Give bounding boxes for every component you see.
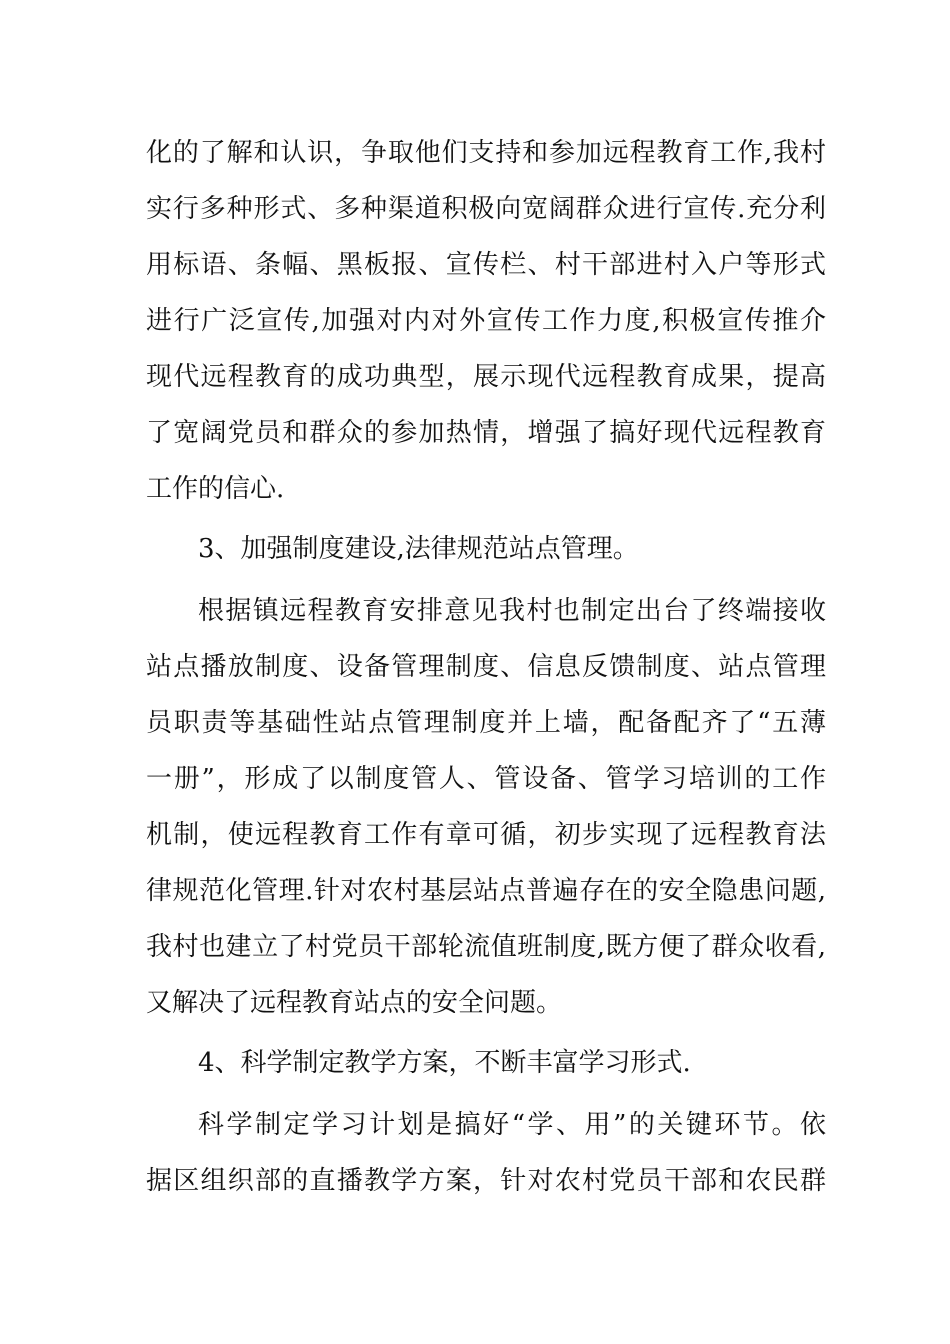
paragraph-line: 进行广泛宣传,加强对内对外宣传工作力度,积极宣传推介 <box>146 306 826 336</box>
section-heading-4: 4、科学制定教学方案，不断丰富学习形式. <box>198 1048 691 1078</box>
paragraph-line: 现代远程教育的成功典型，展示现代远程教育成果，提高 <box>146 362 826 392</box>
paragraph-line: 一册”，形成了以制度管人、管设备、管学习培训的工作 <box>146 764 826 794</box>
paragraph-line: 律规范化管理.针对农村基层站点普遍存在的安全隐患问题, <box>146 876 826 906</box>
paragraph-line: 又解决了远程教育站点的安全问题。 <box>146 988 563 1018</box>
paragraph-line: 工作的信心. <box>146 474 285 504</box>
paragraph-line: 据区组织部的直播教学方案，针对农村党员干部和农民群 <box>146 1166 826 1196</box>
paragraph-line: 根据镇远程教育安排意见我村也制定出台了终端接收 <box>198 596 826 626</box>
paragraph-line: 实行多种形式、多种渠道积极向宽阔群众进行宣传.充分利 <box>146 194 826 224</box>
paragraph-line: 了宽阔党员和群众的参加热情，增强了搞好现代远程教育 <box>146 418 826 448</box>
paragraph-line: 站点播放制度、设备管理制度、信息反馈制度、站点管理 <box>146 652 826 682</box>
paragraph-line: 我村也建立了村党员干部轮流值班制度,既方便了群众收看, <box>146 932 826 962</box>
paragraph-line: 用标语、条幅、黑板报、宣传栏、村干部进村入户等形式 <box>146 250 826 280</box>
paragraph-line: 机制，使远程教育工作有章可循，初步实现了远程教育法 <box>146 820 826 850</box>
section-heading-3: 3、加强制度建设,法律规范站点管理。 <box>198 534 639 564</box>
paragraph-line: 员职责等基础性站点管理制度并上墙，配备配齐了“五薄 <box>146 708 826 738</box>
paragraph-line: 科学制定学习计划是搞好“学、用”的关键环节。依 <box>198 1110 826 1140</box>
paragraph-line: 化的了解和认识，争取他们支持和参加远程教育工作,我村 <box>146 138 826 168</box>
